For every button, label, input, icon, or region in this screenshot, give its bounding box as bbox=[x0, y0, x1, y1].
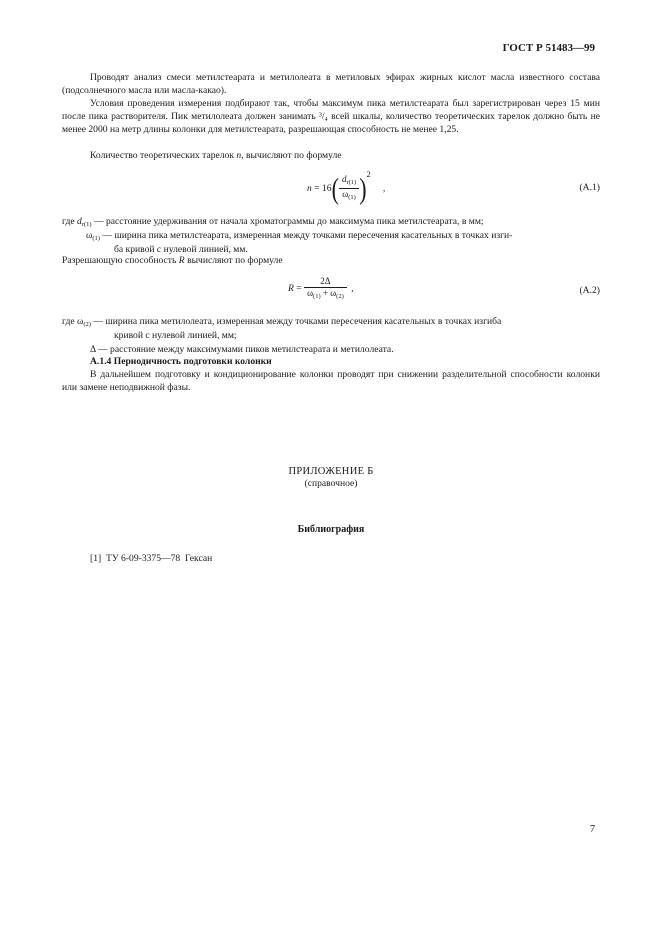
definition-w2-cont: кривой с нулевой линией, мм; bbox=[114, 330, 237, 341]
formula-a2-den1: ω bbox=[307, 288, 314, 298]
plates-text-before: Количество теоретических тарелок bbox=[90, 150, 235, 161]
bibliography-item: [1] ТУ 6-09-3375—78 Гексан bbox=[90, 553, 213, 564]
section-number: А.1.4 bbox=[90, 356, 112, 367]
def-w2-var: ω bbox=[77, 316, 84, 327]
section-text: В дальнейшем подготовку и кондиционирование колонки проводят при снижении разделительной способности колонки или замене неподвижной фазы. bbox=[62, 369, 600, 393]
where-word-2: где bbox=[62, 316, 75, 327]
formula-a1-eq: = 16 bbox=[314, 183, 332, 194]
formula-a2-den1-sub: (1) bbox=[313, 293, 321, 300]
def-w-var: ω bbox=[86, 230, 93, 241]
paragraph-resolution bbox=[62, 254, 600, 267]
formula-a2-den2-sub: (2) bbox=[336, 293, 344, 300]
resolution-text-after: вычисляют по формуле bbox=[187, 255, 283, 266]
formula-a1-number: (А.1) bbox=[579, 182, 600, 193]
def-d-text: — расстояние удерживания от начала хроматограммы до максимума пика метилстеарата, в мм; bbox=[93, 216, 484, 227]
formula-a2-eq: = bbox=[296, 283, 302, 295]
definition-delta: Δ — расстояние между максимумами пиков метилстеарата и метилолеата. bbox=[90, 344, 394, 355]
bibliography-heading: Библиография bbox=[297, 524, 365, 535]
plates-var: n bbox=[236, 150, 242, 161]
formula-a2-fraction bbox=[304, 276, 347, 302]
def-d-var: d bbox=[77, 216, 82, 227]
formula-a2-tail: , bbox=[351, 283, 354, 295]
formula-a2 bbox=[62, 274, 600, 314]
formula-a1-paren-right: ) bbox=[359, 171, 367, 206]
formula-a1-tail: , bbox=[382, 183, 386, 194]
formula-a1-num-sub: r(1) bbox=[346, 179, 357, 187]
definition-w1-cont: ба кривой с нулевой линией, мм. bbox=[114, 244, 248, 255]
formula-a1-num-var: d bbox=[341, 174, 347, 185]
formula-a2-num: 2Δ bbox=[304, 276, 347, 288]
formula-a1-lhs: n bbox=[307, 183, 312, 194]
where-word-1: где bbox=[62, 216, 75, 227]
section-heading bbox=[90, 355, 600, 368]
formula-a2-number: (А.2) bbox=[579, 285, 600, 296]
def-w-sub: (1) bbox=[92, 235, 100, 242]
formula-a1-paren-left: ( bbox=[331, 171, 339, 206]
def-w-text: — ширина пика метилстеарата, измеренная между точками пересечения касательных в точках изги- bbox=[102, 230, 513, 241]
formula-a1 bbox=[62, 166, 600, 206]
def-d-sub: r(1) bbox=[81, 221, 92, 228]
def-w2-sub: (2) bbox=[83, 321, 91, 328]
formula-a2-plus: + bbox=[322, 288, 328, 298]
paragraph-plates bbox=[62, 149, 600, 162]
def-w2-text: — ширина пика метилолеата, измеренная между точками пересечения касательных в точках изгиба bbox=[93, 316, 502, 327]
formula-a1-den-sub: (1) bbox=[348, 194, 356, 202]
formula-a2-den2: ω bbox=[330, 288, 337, 298]
formula-a1-power: 2 bbox=[366, 170, 371, 179]
paragraph-conditions: Условия проведения измерения подбирают так, чтобы максимум пика метилстеарата был зарегистрирован через 15 мин после пика растворителя. Пик метилолеата должен занимать ³/₄ всей шкалы, количество теоретических тарелок должно быть не менее 2000 на метр длины колонки для метилстеарата, разрешающая способность не менее 1,25. bbox=[62, 98, 600, 135]
appendix-subtitle: (справочное) bbox=[304, 478, 358, 489]
formula-a1-den-var: ω bbox=[342, 189, 349, 200]
section-title: Периодичность подготовки колонки bbox=[113, 356, 272, 367]
resolution-text-before: Разрешающую способность bbox=[62, 255, 177, 266]
plates-text-after: , вычисляют по формуле bbox=[241, 150, 342, 161]
formula-a2-lhs: R bbox=[288, 283, 294, 295]
resolution-var: R bbox=[178, 255, 185, 266]
document-code: ГОСТ Р 51483—99 bbox=[502, 42, 595, 54]
page-number: 7 bbox=[590, 824, 595, 835]
paragraph-analysis: Проводят анализ смеси метилстеарата и метилолеата в метиловых эфирах жирных кислот масла известного состава (подсолнечного масла или масла-какао). bbox=[62, 72, 600, 96]
appendix-title: ПРИЛОЖЕНИЕ Б bbox=[288, 466, 374, 477]
formula-a1-fraction bbox=[339, 174, 359, 203]
